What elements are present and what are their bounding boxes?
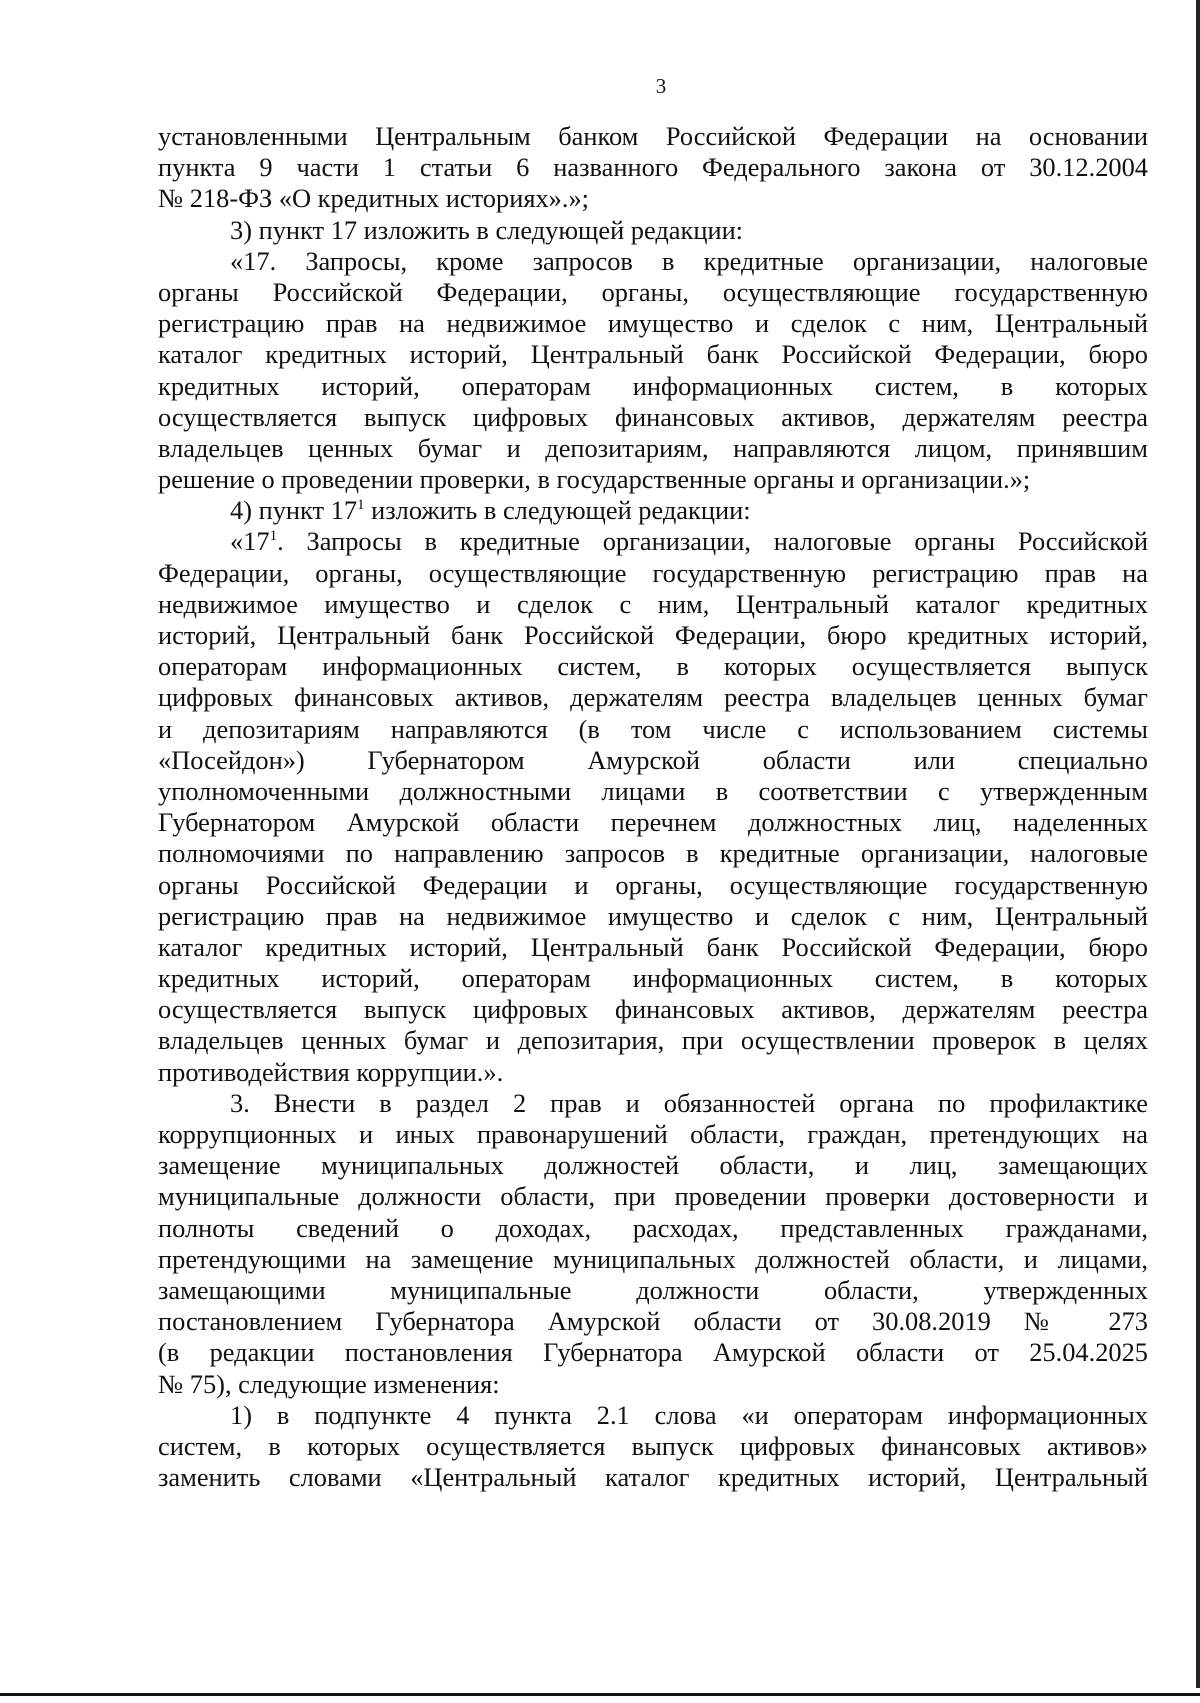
text-line-content: постановлением Губернатора Амурской области от 30.08.2019 № 273 xyxy=(158,1306,1148,1337)
text-line xyxy=(158,1337,1148,1368)
text-line-content: каталог кредитных историй, Центральный банк Российской Федерации, бюро xyxy=(158,931,1148,962)
text-line-content: муниципальные должности области, при проведении проверки достоверности и xyxy=(158,1181,1148,1212)
text-line xyxy=(158,1057,1148,1088)
text-line-content: заменить словами «Центральный каталог кредитных историй, Центральный xyxy=(158,1462,1148,1493)
text-line-content: № 218-ФЗ «О кредитных историях».»; xyxy=(158,183,589,214)
text-line xyxy=(158,838,1148,869)
text-line xyxy=(158,620,1148,651)
text-line-content: 4) пункт 17 xyxy=(230,495,358,526)
text-line xyxy=(158,152,1148,183)
text-line xyxy=(158,1369,1148,1400)
text-line xyxy=(158,433,1148,464)
document-body xyxy=(158,121,1148,1493)
superscript: 1 xyxy=(357,497,365,514)
text-line xyxy=(158,1213,1148,1244)
text-line xyxy=(158,402,1148,433)
text-line-content: решение о проведении проверки, в государственные органы и организации.»; xyxy=(158,464,1031,495)
text-line-content: цифровых финансовых активов, держателям реестра владельцев ценных бумаг xyxy=(158,682,1148,713)
text-line xyxy=(158,246,1148,277)
text-line-content: Федерации, органы, осуществляющие государственную регистрацию прав на xyxy=(158,557,1148,588)
text-line-content: № 75), следующие изменения: xyxy=(158,1368,500,1399)
text-line-content: коррупционных и иных правонарушений области, граждан, претендующих на xyxy=(158,1119,1148,1149)
text-line xyxy=(158,994,1148,1025)
text-line xyxy=(158,1025,1148,1056)
text-line-content: установленными Центральным банком Российской Федерации на основании xyxy=(158,121,1148,151)
text-line xyxy=(158,745,1148,776)
text-line xyxy=(158,308,1148,339)
text-line xyxy=(158,526,1148,557)
text-line-content: историй, Центральный банк Российской Федерации, бюро кредитных историй, xyxy=(158,620,1148,650)
text-line-content: операторам информационных систем, в которых осуществляется выпуск xyxy=(158,651,1148,682)
text-line-content: владельцев ценных бумаг и депозитария, при осуществлении проверок в целях xyxy=(158,1025,1148,1056)
page-number: 3 xyxy=(655,74,667,98)
text-line xyxy=(158,339,1148,370)
text-line xyxy=(158,901,1148,932)
text-line-content: противодействия коррупции.». xyxy=(158,1056,504,1087)
text-line xyxy=(158,558,1148,589)
text-line xyxy=(158,1400,1148,1431)
text-line xyxy=(158,277,1148,308)
text-line xyxy=(158,651,1148,682)
text-line-continuation: . Запросы в кредитные организации, налоговые органы Российской xyxy=(277,526,1148,557)
text-line xyxy=(158,714,1148,745)
text-line-content: пункта 9 части 1 статьи 6 названного Федерального закона от 30.12.2004 xyxy=(158,152,1148,183)
text-line xyxy=(158,1150,1148,1181)
text-line xyxy=(158,121,1148,152)
text-line-continuation: изложить в следующей редакции: xyxy=(364,495,751,526)
text-line xyxy=(158,1244,1148,1275)
text-line xyxy=(158,776,1148,807)
text-line-content: кредитных историй, операторам информационных систем, в которых xyxy=(158,370,1148,401)
text-line xyxy=(158,870,1148,901)
text-line-content: 3) пункт 17 изложить в следующей редакции: xyxy=(230,214,744,245)
text-line-content: регистрацию прав на недвижимое имущество и сделок с ним, Центральный xyxy=(158,308,1148,339)
text-line-content: замещение муниципальных должностей области, и лиц, замещающих xyxy=(158,1150,1148,1181)
text-line xyxy=(158,589,1148,620)
text-line-content: осуществляется выпуск цифровых финансовых активов, держателям реестра xyxy=(158,994,1148,1025)
text-line xyxy=(158,371,1148,402)
text-line xyxy=(158,963,1148,994)
text-line-content: «17 xyxy=(230,526,270,557)
text-line-content: органы Российской Федерации, органы, осуществляющие государственную xyxy=(158,276,1148,307)
text-line-content: замещающими муниципальные должности области, утвержденных xyxy=(158,1274,1148,1305)
text-line xyxy=(158,1119,1148,1150)
text-line xyxy=(158,682,1148,713)
text-line xyxy=(158,1181,1148,1212)
text-line-content: осуществляется выпуск цифровых финансовых активов, держателям реестра xyxy=(158,401,1148,432)
text-line-content: каталог кредитных историй, Центральный банк Российской Федерации, бюро xyxy=(158,339,1148,370)
text-line xyxy=(158,1088,1148,1119)
text-line xyxy=(158,495,1148,526)
text-line-content: кредитных историй, операторам информационных систем, в которых xyxy=(158,963,1148,994)
text-line-content: «Посейдон») Губернатором Амурской области или специально xyxy=(158,744,1148,775)
text-line-content: полноты сведений о доходах, расходах, представленных гражданами, xyxy=(158,1212,1148,1243)
text-line-content: органы Российской Федерации и органы, осуществляющие государственную xyxy=(158,869,1148,900)
text-line xyxy=(158,807,1148,838)
text-line xyxy=(158,1275,1148,1306)
text-line-content: Губернатором Амурской области перечнем должностных лиц, наделенных xyxy=(158,807,1148,838)
text-line-content: претендующими на замещение муниципальных должностей области, и лицами, xyxy=(158,1243,1148,1274)
text-line xyxy=(158,1431,1148,1462)
text-line-content: полномочиями по направлению запросов в кредитные организации, налоговые xyxy=(158,838,1148,869)
text-line xyxy=(158,215,1148,246)
superscript: 1 xyxy=(269,528,278,545)
text-line-content: систем, в которых осуществляется выпуск цифровых финансовых активов» xyxy=(158,1430,1148,1461)
text-line xyxy=(158,183,1148,214)
text-line xyxy=(158,1462,1148,1493)
text-line xyxy=(158,464,1148,495)
text-line-content: уполномоченными должностными лицами в соответствии с утвержденным xyxy=(158,775,1148,806)
text-line xyxy=(158,932,1148,963)
scan-edge-right xyxy=(1196,0,1200,1703)
text-line xyxy=(158,1306,1148,1337)
text-line-content: «17. Запросы, кроме запросов в кредитные организации, налоговые xyxy=(230,245,1148,276)
text-line-content: 1) в подпункте 4 пункта 2.1 слова «и операторам информационных xyxy=(230,1399,1148,1430)
text-line-content: недвижимое имущество и сделок с ним, Центральный каталог кредитных xyxy=(158,588,1148,619)
scan-edge-bottom xyxy=(0,1688,1200,1703)
text-line-content: владельцев ценных бумаг и депозитариям, направляются лицом, принявшим xyxy=(158,432,1148,463)
text-line-content: (в редакции постановления Губернатора Амурской области от 25.04.2025 xyxy=(158,1337,1148,1368)
text-line-content: 3. Внести в раздел 2 прав и обязанностей органа по профилактике xyxy=(230,1087,1148,1118)
text-line-content: регистрацию прав на недвижимое имущество и сделок с ним, Центральный xyxy=(158,900,1148,931)
text-line-content: и депозитариям направляются (в том числе с использованием системы xyxy=(158,713,1148,744)
